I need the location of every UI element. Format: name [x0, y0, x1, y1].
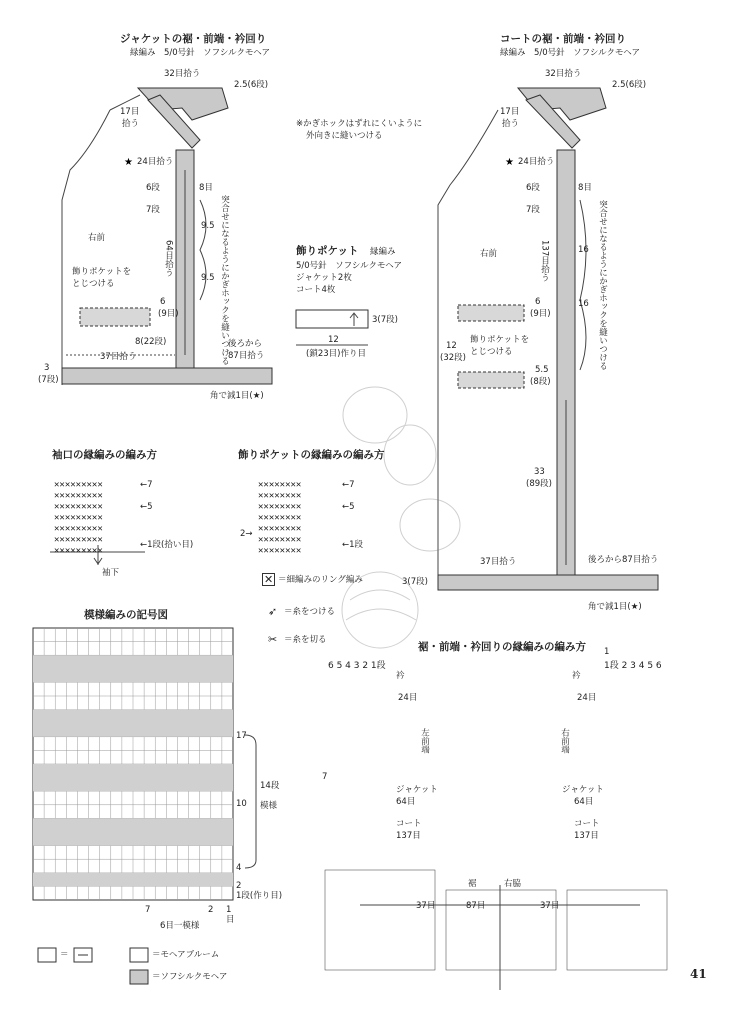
coat-pocket-note-2: とじつける: [470, 347, 513, 357]
coat-eyes-8: 8目: [578, 183, 592, 193]
coat-pocket-upper: [458, 305, 524, 321]
cuff-row1: ←1段(拾い目): [140, 540, 194, 550]
jacket-subtitle: 緑編み 5/0号針 ソフシルクモヘア: [130, 48, 271, 58]
legend-mohair-bloom: ＝モヘアブルーム: [152, 950, 220, 960]
coat-dim-16b: 16: [578, 299, 589, 309]
page-number: 41: [690, 967, 707, 981]
cuff-chart-title: 袖口の縁編みの編み方: [52, 449, 157, 461]
coat-dim-6: 6: [535, 297, 541, 307]
pattern-row10: 10: [236, 799, 247, 809]
jacket-dim-8-22: 8(22段): [135, 337, 167, 347]
jacket-dim-95a: 9.5: [201, 221, 215, 231]
legend-eq: ＝: [60, 950, 69, 960]
pocket-chart-title: 飾りポケットの縁編みの編み方: [238, 449, 385, 461]
edge-24-left: 24目: [398, 693, 418, 703]
pocket-qty: ジャケット2枚: [296, 273, 352, 283]
ring-stitch-icon: ✕: [264, 573, 274, 586]
coat-right-front: 右前: [480, 249, 498, 259]
jacket-corner: 角で減1目(★): [210, 391, 264, 401]
pattern-14rows: 14段: [260, 781, 280, 791]
pocket-stitch: 縁編み: [370, 247, 396, 257]
pocket-needle: 5/0号針 ソフシルクモヘア: [296, 261, 403, 271]
cuff-sleeve-bottom: 袖下: [102, 568, 120, 578]
pocket-cut-yarn: ＝糸を切る: [284, 635, 327, 645]
edge-cols-left: 6 5 4 3 2 1段: [328, 661, 386, 671]
jacket-dim-95b: 9.5: [201, 273, 215, 283]
pattern-col1: 1: [226, 905, 232, 915]
jacket-dim-9me: (9目): [158, 309, 179, 319]
coat-back-from: 後ろから87目拾う: [588, 555, 659, 565]
edge-side-seam: 右脇: [504, 879, 522, 889]
coat-hem-band: [438, 575, 658, 590]
edge-coat-left: コート: [396, 819, 422, 829]
jacket-collar-depth: 2.5(6段): [234, 80, 269, 90]
edge-hem: 裾: [468, 879, 477, 889]
edge-jacket-right: ジャケット: [562, 785, 604, 795]
pattern-col-label: 目: [226, 915, 235, 925]
pocket-attach-yarn: ＝糸をつける: [284, 607, 336, 617]
coat-front-pick: 24目拾う: [518, 157, 555, 167]
coat-dim-3-7: 3(7段): [402, 577, 428, 587]
jacket-back-from-2: 87目拾う: [228, 351, 265, 361]
pocket-dim-12: 12: [328, 335, 339, 345]
jacket-pocket-note-1: 飾りポケットを: [72, 267, 132, 277]
coat-collar-depth: 2.5(6段): [612, 80, 647, 90]
jacket-pocket: [80, 308, 150, 326]
coat-subtitle: 緑編み 5/0号針 ソフシルクモヘア: [500, 48, 641, 58]
edge-left-front: 左前端: [419, 728, 430, 754]
jacket-hem-pick: 37目拾う: [100, 352, 137, 362]
edge-chart-grid: [325, 870, 667, 990]
jacket-hook-note: 突合せになるようにかぎホックを縫いつける: [219, 195, 230, 365]
attach-yarn-icon: ➶: [268, 605, 278, 618]
coat-dim-16a: 16: [578, 245, 589, 255]
coat-pocket-note-1: 飾りポケットを: [470, 335, 530, 345]
jacket-title: ジャケットの裾・前端・衿回り: [120, 33, 267, 45]
coat-dim-9me: (9目): [530, 309, 551, 319]
edge-coat-right: コート: [574, 819, 600, 829]
pocket-chart-symbols: ✕✕✕✕✕✕✕✕ ✕✕✕✕✕✕✕✕ ✕✕✕✕✕✕✕✕ ✕✕✕✕✕✕✕✕ ✕✕✕✕✕✕✕✕ ✕✕✕✕✕✕✕✕ ✕✕✕✕✕✕✕✕: [258, 480, 302, 556]
edge-collar-right: 衿: [572, 671, 581, 681]
coat-dim-89rows: (89段): [526, 479, 552, 489]
coat-side-pick-word: 拾う: [502, 119, 520, 129]
edge-jacket-left: ジャケット: [396, 785, 438, 795]
jacket-rows-6: 6段: [146, 183, 160, 193]
edge-jacket64-left: 64目: [396, 797, 416, 807]
pocket-chain: (鎖23目)作り目: [306, 349, 366, 359]
pattern-repeat: 6目一模様: [160, 921, 200, 931]
coat-hem-pick: 37目拾う: [480, 557, 517, 567]
jacket-side-pick-word: 拾う: [122, 119, 140, 129]
pocket-row1: ←1段: [342, 540, 364, 550]
edge-right-front: 右前端: [559, 728, 570, 754]
coat-collar-pick: 32目拾う: [545, 69, 582, 79]
pattern-row4: 4: [236, 863, 242, 873]
legend-shapes: [38, 948, 148, 984]
coat-dim-32rows: (32段): [440, 353, 466, 363]
pattern-row17: 17: [236, 731, 247, 741]
pocket-row5: ←5: [342, 502, 355, 512]
edge-24-right: 24目: [577, 693, 597, 703]
pattern-col2: 2: [208, 905, 214, 915]
jacket-eyes-8: 8目: [199, 183, 213, 193]
jacket-collar-pick: 32目拾う: [164, 69, 201, 79]
coat-rows-6: 6段: [526, 183, 540, 193]
pattern-row2: 2: [236, 881, 242, 891]
jacket-back-from-1: 後ろから: [228, 339, 263, 349]
pattern-row1: 1段(作り目): [236, 891, 283, 901]
jacket-dim-3: 3: [44, 363, 50, 373]
coat-dim-33: 33: [534, 467, 545, 477]
legend-soft-silk: ＝ソフシルクモヘア: [152, 972, 228, 982]
edge-87: 87目: [466, 901, 486, 911]
coat-title: コートの裾・前端・衿回り: [500, 33, 626, 45]
pattern-label: 模様: [260, 801, 278, 811]
edge-chart-title: 裾・前端・衿回りの縁編みの編み方: [418, 641, 586, 653]
coat-hook-note: 突合せになるようにかぎホックを縫いつける: [597, 200, 608, 370]
edge-jacket64-right: 64目: [574, 797, 594, 807]
edge-37a: 37目: [416, 901, 436, 911]
watermark-illustration: [342, 387, 460, 648]
jacket-right-front: 右前: [88, 233, 106, 243]
pocket-symbol-legend: ＝細編みのリング編み: [278, 575, 363, 585]
hook-note-line1: ※かぎホックはずれにくいように: [296, 119, 423, 129]
edge-collar-left: 衿: [396, 671, 405, 681]
pocket-qty2: コート4枚: [296, 285, 336, 295]
cuff-row5: ←5: [140, 502, 153, 512]
edge-cols-right: 1段 2 3 4 5 6: [604, 661, 662, 671]
star-icon: ★: [124, 157, 133, 168]
pocket-row7: ←7: [342, 480, 355, 490]
jacket-pocket-note-2: とじつける: [72, 279, 115, 289]
cut-yarn-icon: ✂: [268, 633, 278, 646]
pattern-chart-title: 模様編みの記号図: [84, 609, 168, 621]
pattern-col7: 7: [145, 905, 151, 915]
pattern-chart-grid: [33, 628, 256, 900]
jacket-side-pick-num: 17目: [120, 107, 140, 117]
pocket-dim-3: 3(7段): [372, 315, 398, 325]
cuff-row7: ←7: [140, 480, 153, 490]
jacket-dim-6: 6: [160, 297, 166, 307]
coat-dim-8rows: (8段): [530, 377, 551, 387]
jacket-front-pick: 24目拾う: [137, 157, 174, 167]
coat-pick137: 137目拾う: [539, 240, 550, 282]
cuff-chart-symbols: ✕✕✕✕✕✕✕✕✕ ✕✕✕✕✕✕✕✕✕ ✕✕✕✕✕✕✕✕✕ ✕✕✕✕✕✕✕✕✕ ✕✕✕✕✕✕✕✕✕ ✕✕✕✕✕✕✕✕✕ ✕✕✕✕✕✕✕✕✕: [54, 480, 103, 556]
pocket-title: 飾りポケット: [296, 245, 359, 257]
coat-rows-7: 7段: [526, 205, 540, 215]
edge-coat137-right: 137目: [574, 831, 599, 841]
jacket-hem-band: [62, 368, 272, 384]
star-icon: ★: [505, 157, 514, 168]
hook-note-line2: 外向きに縫いつける: [306, 131, 383, 141]
edge-marker-1: 1: [604, 647, 610, 657]
coat-dim-55: 5.5: [535, 365, 549, 375]
jacket-pick64: 64目拾う: [163, 240, 174, 277]
coat-side-pick-num: 17目: [500, 107, 520, 117]
jacket-rows-7: 7段: [146, 205, 160, 215]
coat-pocket-lower: [458, 372, 524, 388]
pocket-row2: 2→: [240, 529, 253, 539]
coat-corner: 角で減1目(★): [588, 602, 642, 612]
coat-dim-12: 12: [446, 341, 457, 351]
edge-37b: 37目: [540, 901, 560, 911]
jacket-dim-7rows: (7段): [38, 375, 59, 385]
edge-coat137-left: 137目: [396, 831, 421, 841]
edge-row7: 7: [322, 772, 328, 782]
